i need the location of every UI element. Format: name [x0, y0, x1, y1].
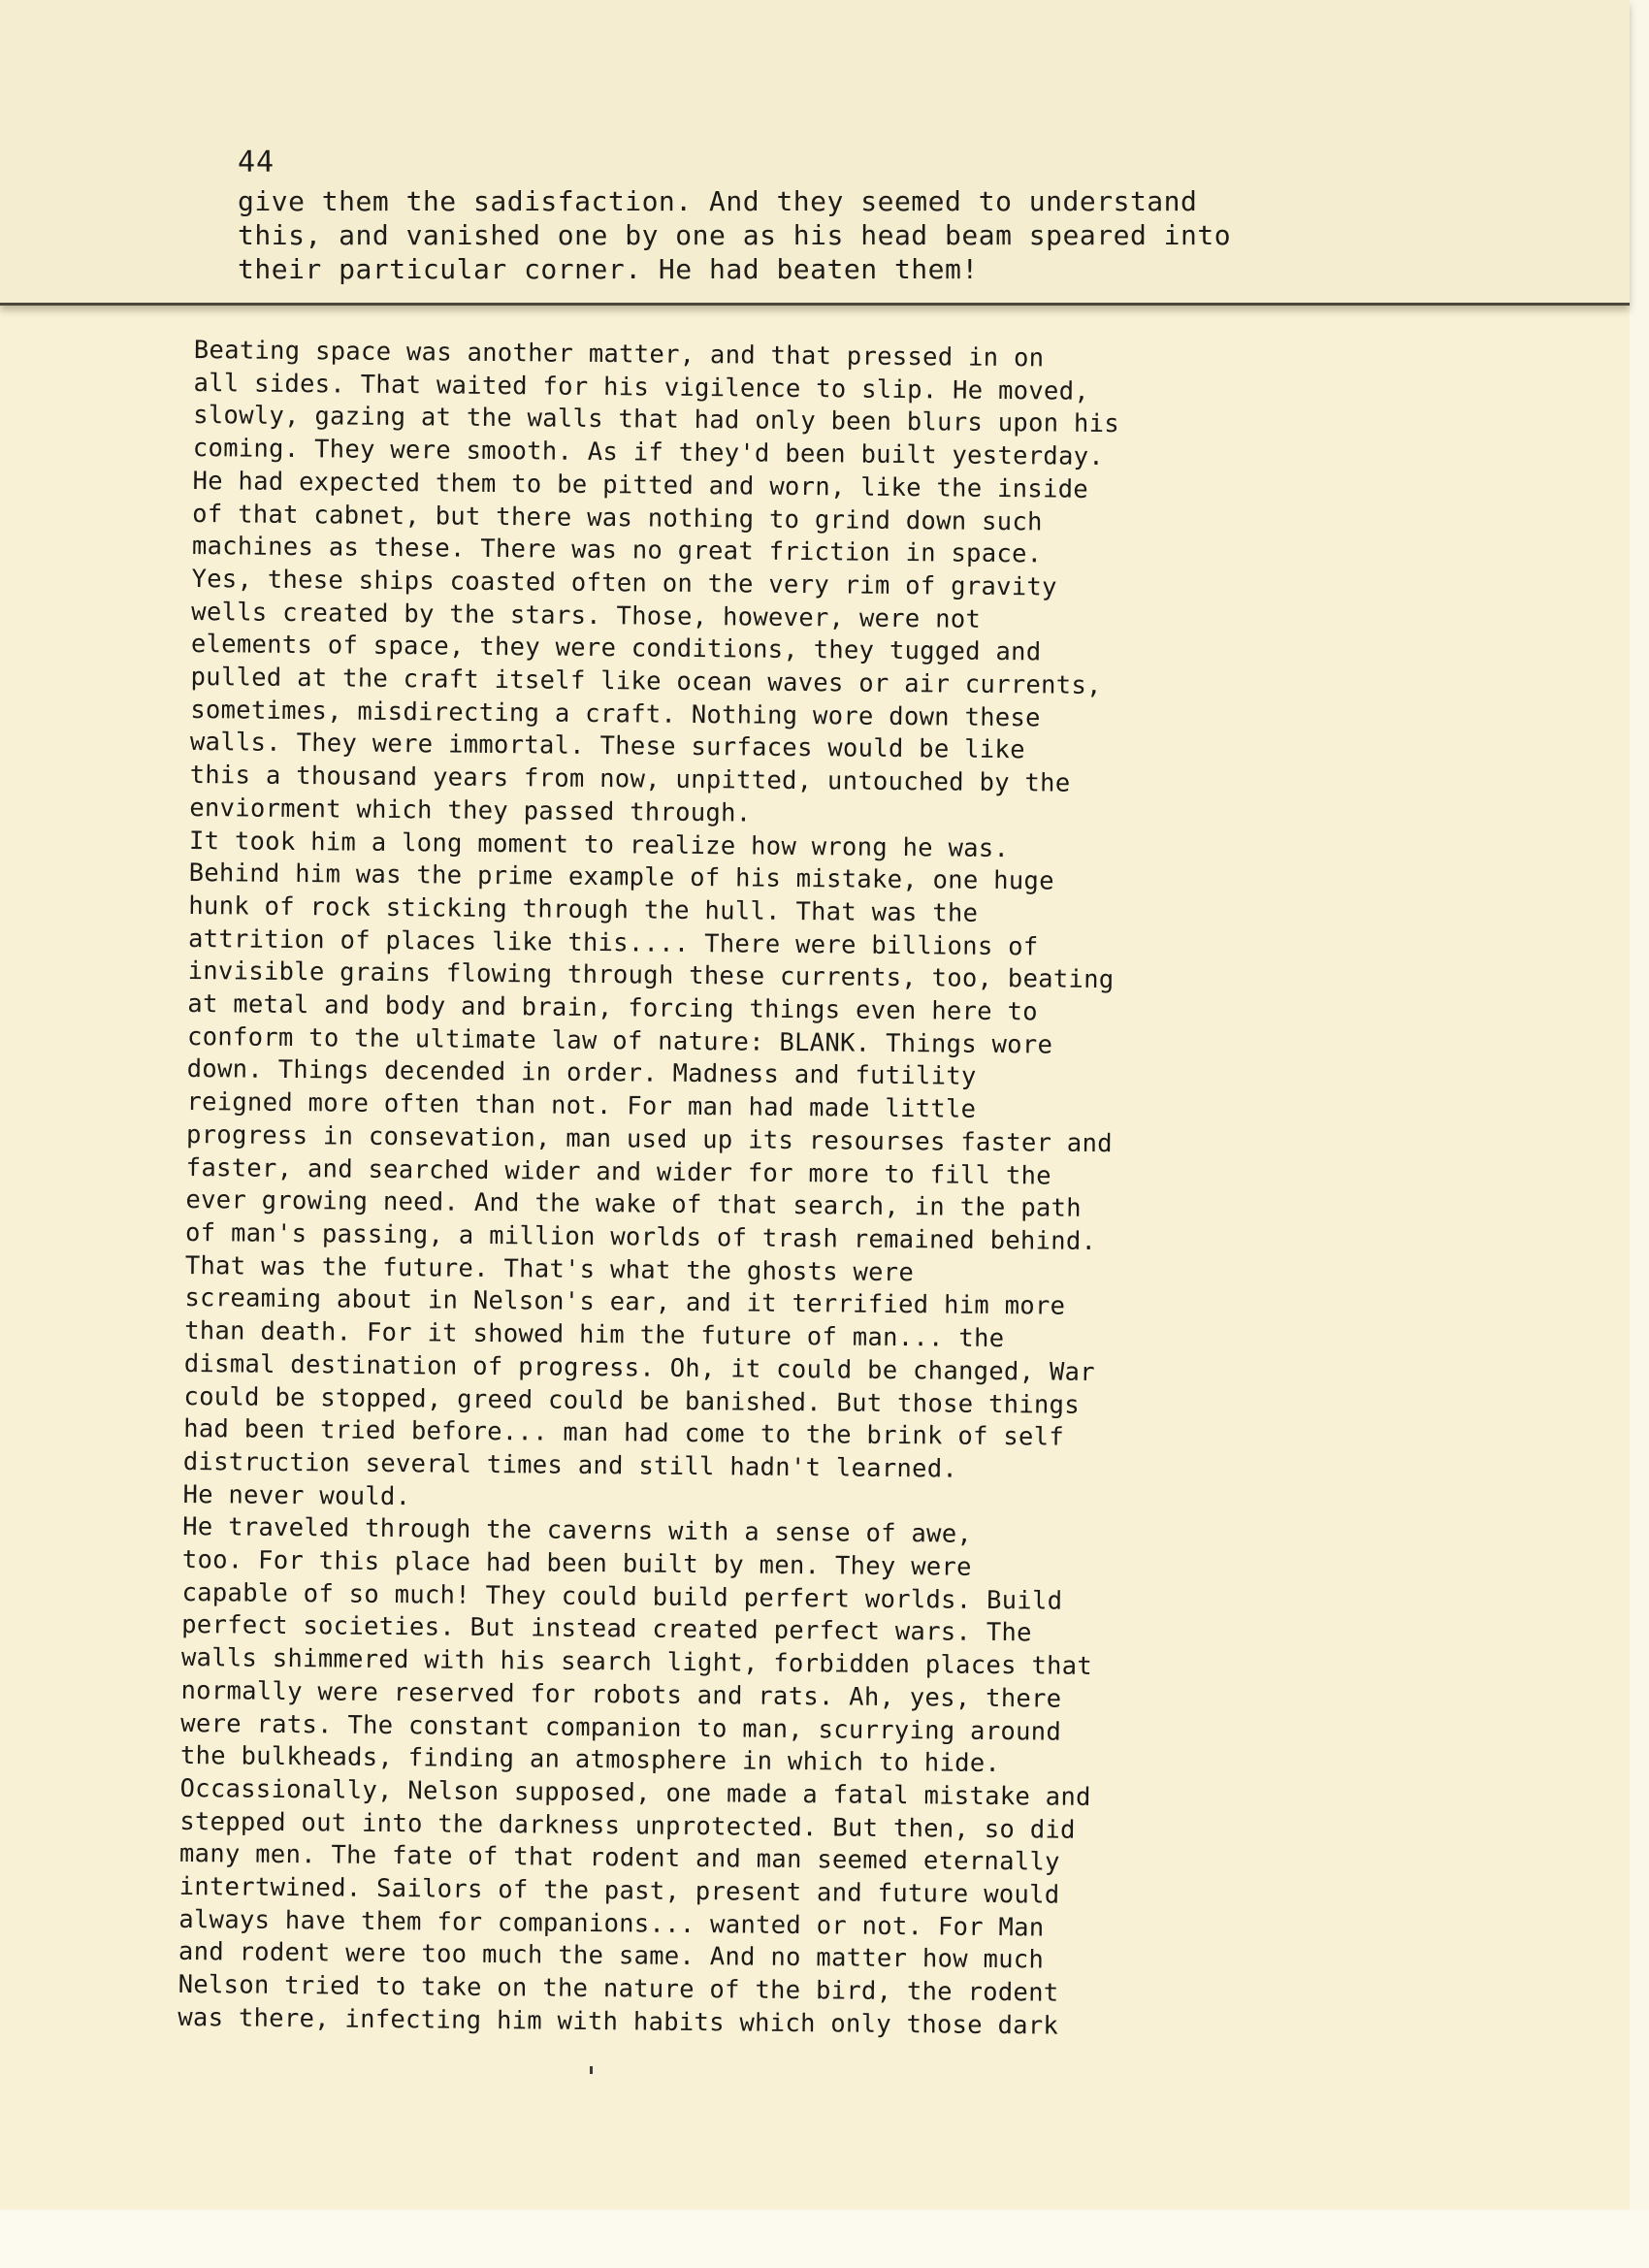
- text-line: machines as these. There was no great friction in space.: [191, 532, 1043, 569]
- text-line: and rodent were too much the same. And no matter how much: [178, 1937, 1045, 1975]
- top-fragment-text: [238, 184, 1450, 286]
- text-line: than death. For it showed him the future of man... the: [183, 1316, 1005, 1354]
- text-line: Yes, these ships coasted often on the very rim of gravity: [191, 564, 1057, 602]
- text-line: hunk of rock sticking through the hull. That was the: [188, 891, 979, 928]
- text-line: this a thousand years from now, unpitted, untouched by the: [189, 761, 1071, 798]
- text-line: Behind him was the prime example of his mistake, one huge: [188, 859, 1054, 896]
- page-bottom-margin: [0, 2210, 1649, 2268]
- text-line: perfect societies. But instead created perfect wars. The: [181, 1610, 1032, 1648]
- text-line: stepped out into the darkness unprotected. But then, so did: [179, 1806, 1076, 1845]
- text-line: enviorment which they passed through.: [189, 793, 752, 828]
- text-line: of that cabnet, but there was nothing to grind down such: [192, 499, 1043, 536]
- text-line: always have them for companions... wanted or not. For Man: [178, 1904, 1045, 1943]
- text-line: their particular corner. He had beaten them!: [238, 253, 979, 285]
- text-line: He had expected them to be pitted and worn, like the inside: [192, 466, 1089, 504]
- text-line: walls. They were immortal. These surfaces would be like: [189, 728, 1025, 765]
- text-line: It took him a long moment to realize how wrong he was.: [188, 826, 1010, 863]
- text-line: dismal destination of progress. Oh, it could be changed, War: [183, 1348, 1096, 1387]
- text-line: progress in consevation, man used up its resourses faster and: [185, 1119, 1113, 1159]
- text-line: was there, infecting him with habits which only those dark: [178, 2002, 1059, 2041]
- text-line: sometimes, misdirecting a craft. Nothing wore down these: [190, 695, 1041, 733]
- text-line: invisible grains flowing through these currents, too, beating: [187, 956, 1115, 995]
- text-line: could be stopped, greed could be banished. But those things: [183, 1381, 1081, 1420]
- text-line: many men. The fate of that rodent and man seemed eternally: [178, 1839, 1060, 1877]
- text-line: of man's passing, a million worlds of trash remained behind.: [184, 1217, 1097, 1256]
- ink-speck: [590, 2066, 593, 2074]
- text-line: down. Things decended in order. Madness and futility: [186, 1054, 977, 1092]
- text-line: normally were reserved for robots and rats. Ah, yes, there: [180, 1675, 1062, 1714]
- text-line: ever growing need. And the wake of that search, in the path: [185, 1185, 1083, 1224]
- text-line: all sides. That waited for his vigilence to slip. He moved,: [193, 368, 1090, 406]
- text-line: He never would.: [182, 1479, 411, 1511]
- text-line: give them the sadisfaction. And they seemed to understand: [238, 185, 1198, 217]
- body-text: [178, 335, 1455, 2047]
- text-line: capable of so much! They could build perfert worlds. Build: [181, 1577, 1063, 1616]
- text-line: reigned more often than not. For man had made little: [186, 1087, 977, 1124]
- text-line: distruction several times and still hadn't learned.: [182, 1446, 958, 1484]
- text-line: coming. They were smooth. As if they'd been built yesterday.: [192, 434, 1105, 472]
- text-line: conform to the ultimate law of nature: BLANK. Things wore: [186, 1021, 1053, 1060]
- page-edge: [1628, 0, 1649, 2268]
- text-line: the bulkheads, finding an atmosphere in which to hide.: [179, 1741, 1001, 1779]
- text-line: Beating space was another matter, and that pressed in on: [193, 335, 1045, 373]
- page-number: 44: [238, 146, 275, 179]
- text-line: slowly, gazing at the walls that had only been blurs upon his: [193, 401, 1120, 439]
- text-line: were rats. The constant companion to man, scurrying around: [180, 1708, 1062, 1747]
- text-line: had been tried before... man had come to the brink of self: [183, 1414, 1065, 1452]
- text-line: intertwined. Sailors of the past, present and future would: [178, 1871, 1060, 1910]
- text-line: wells created by the stars. Those, however, were not: [191, 597, 982, 634]
- text-line: pulled at the craft itself like ocean waves or air currents,: [190, 663, 1102, 701]
- text-line: faster, and searched wider and wider for more to fill the: [185, 1152, 1052, 1191]
- text-line: Occassionally, Nelson supposed, one made a fatal mistake and: [179, 1773, 1091, 1812]
- text-line: elements of space, they were conditions, they tugged and: [190, 630, 1042, 667]
- text-line: too. For this place had been built by men. They were: [181, 1544, 972, 1582]
- text-line: screaming about in Nelson's ear, and it terrified him more: [184, 1283, 1066, 1322]
- text-line: Nelson tried to take on the nature of the bird, the rodent: [178, 1970, 1059, 2008]
- text-line: at metal and body and brain, forcing things even here to: [187, 989, 1039, 1027]
- text-line: walls shimmered with his search light, forbidden places that: [180, 1643, 1093, 1682]
- text-line: He traveled through the caverns with a sense of awe,: [182, 1512, 973, 1550]
- text-line: this, and vanished one by one as his head beam speared into: [238, 219, 1232, 251]
- text-line: That was the future. That's what the ghosts were: [184, 1250, 915, 1287]
- text-line: attrition of places like this.... There were billions of: [187, 923, 1039, 962]
